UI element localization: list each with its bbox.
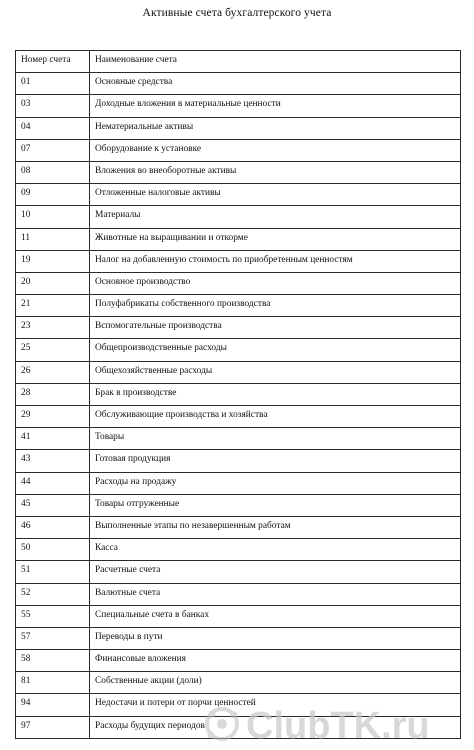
account-number: 08	[21, 165, 31, 176]
header-account-number	[16, 51, 90, 73]
account-name-cell	[90, 272, 461, 294]
account-number-cell	[16, 250, 90, 272]
header-account-name-label: Наименование счета	[95, 55, 177, 65]
accounts-table	[15, 50, 461, 739]
account-name-cell	[90, 184, 461, 206]
account-name: Полуфабрикаты собственного производства	[95, 299, 271, 310]
account-number-cell	[16, 295, 90, 317]
accounts-table-body	[16, 73, 461, 739]
account-name: Оборудование к установке	[95, 143, 202, 154]
table-row	[16, 161, 461, 183]
account-number: 25	[21, 343, 31, 354]
account-name-cell	[90, 694, 461, 716]
account-name-cell	[90, 295, 461, 317]
account-number-cell	[16, 672, 90, 694]
header-account-name	[90, 51, 461, 73]
account-name: Материалы	[95, 210, 141, 221]
accounts-sheet	[15, 50, 460, 739]
account-number: 04	[21, 121, 31, 132]
account-number: 52	[21, 587, 31, 598]
account-number: 01	[21, 77, 31, 88]
table-row	[16, 428, 461, 450]
account-number-cell	[16, 561, 90, 583]
account-name-cell	[90, 117, 461, 139]
account-name: Налог на добавленную стоимость по приобретенным ценностям	[95, 254, 353, 265]
account-number-cell	[16, 494, 90, 516]
account-number: 57	[21, 631, 31, 642]
table-row	[16, 472, 461, 494]
table-row	[16, 494, 461, 516]
account-name: Основное производство	[95, 276, 191, 287]
account-name: Собственные акции (доли)	[95, 676, 202, 687]
account-name-cell	[90, 450, 461, 472]
account-number: 09	[21, 188, 31, 199]
table-row	[16, 206, 461, 228]
account-name-cell	[90, 228, 461, 250]
account-number: 81	[21, 676, 31, 687]
table-row	[16, 228, 461, 250]
account-name: Валютные счета	[95, 587, 161, 598]
account-number: 07	[21, 143, 31, 154]
account-name-cell	[90, 650, 461, 672]
account-number-cell	[16, 228, 90, 250]
account-name-cell	[90, 95, 461, 117]
table-row	[16, 361, 461, 383]
account-name: Доходные вложения в материальные ценности	[95, 99, 281, 110]
account-name-cell	[90, 539, 461, 561]
account-number: 11	[21, 232, 31, 243]
account-name: Специальные счета в банках	[95, 609, 210, 620]
account-number-cell	[16, 516, 90, 538]
account-name: Вспомогательные производства	[95, 321, 222, 332]
table-row	[16, 95, 461, 117]
account-name-cell	[90, 494, 461, 516]
table-row	[16, 694, 461, 716]
account-number: 51	[21, 565, 31, 576]
account-name: Животные на выращивании и откорме	[95, 232, 248, 243]
account-name-cell	[90, 716, 461, 738]
account-name-cell	[90, 139, 461, 161]
account-number-cell	[16, 605, 90, 627]
account-name-cell	[90, 627, 461, 649]
account-number-cell	[16, 339, 90, 361]
account-number: 29	[21, 410, 31, 420]
account-number: 58	[21, 654, 31, 665]
account-number: 97	[21, 720, 31, 731]
account-name: Расходы на продажу	[95, 476, 177, 487]
page-title: Активные счета бухгалтерского учета	[142, 7, 332, 19]
account-number-cell	[16, 583, 90, 605]
table-row	[16, 450, 461, 472]
account-number: 50	[21, 543, 31, 554]
account-name: Основные средства	[95, 77, 173, 88]
account-number-cell	[16, 95, 90, 117]
account-name: Брак в производстве	[95, 387, 177, 398]
account-name: Вложения во внеоборотные активы	[95, 165, 237, 176]
account-name: Общепроизводственные расходы	[95, 343, 227, 354]
account-name-cell	[90, 383, 461, 405]
account-number-cell	[16, 73, 90, 95]
account-name: Переводы в пути	[95, 631, 163, 642]
account-number: 94	[21, 698, 31, 709]
table-row	[16, 605, 461, 627]
account-name-cell	[90, 583, 461, 605]
table-row	[16, 383, 461, 405]
account-name-cell	[90, 516, 461, 538]
table-row	[16, 250, 461, 272]
account-number-cell	[16, 139, 90, 161]
account-name: Выполненные этапы по незавершенным работам	[95, 520, 291, 531]
table-row	[16, 516, 461, 538]
table-row	[16, 716, 461, 738]
account-number-cell	[16, 650, 90, 672]
account-number-cell	[16, 716, 90, 738]
account-name: Готовая продукция	[95, 454, 171, 465]
account-name-cell	[90, 73, 461, 95]
account-number-cell	[16, 272, 90, 294]
account-name: Недостачи и потери от порчи ценностей	[95, 698, 256, 709]
account-name-cell	[90, 317, 461, 339]
account-name: Обслуживающие производства и хозяйства	[95, 410, 268, 420]
account-name-cell	[90, 250, 461, 272]
account-number-cell	[16, 184, 90, 206]
account-number: 55	[21, 609, 31, 620]
account-name-cell	[90, 428, 461, 450]
account-name: Нематериальные активы	[95, 121, 194, 132]
account-name-cell	[90, 672, 461, 694]
account-number-cell	[16, 117, 90, 139]
account-number: 20	[21, 276, 31, 287]
account-number-cell	[16, 206, 90, 228]
account-number: 46	[21, 520, 31, 531]
table-row	[16, 406, 461, 428]
table-row	[16, 650, 461, 672]
table-row	[16, 272, 461, 294]
account-name: Общехозяйственные расходы	[95, 365, 213, 376]
account-name-cell	[90, 561, 461, 583]
table-row	[16, 317, 461, 339]
account-name-cell	[90, 206, 461, 228]
account-number-cell	[16, 450, 90, 472]
table-row	[16, 73, 461, 95]
account-number: 43	[21, 454, 31, 465]
account-number: 23	[21, 321, 31, 332]
account-name-cell	[90, 161, 461, 183]
account-number: 45	[21, 498, 31, 509]
account-name: Товары отгруженные	[95, 498, 180, 509]
account-number-cell	[16, 694, 90, 716]
account-number-cell	[16, 428, 90, 450]
table-row	[16, 117, 461, 139]
account-number: 10	[21, 210, 31, 221]
account-number-cell	[16, 472, 90, 494]
account-name: Отложенные налоговые активы	[95, 188, 221, 199]
table-row	[16, 672, 461, 694]
account-name-cell	[90, 361, 461, 383]
watermark-text: ClubTK.ru	[246, 705, 430, 746]
account-name: Финансовые вложения	[95, 654, 186, 665]
account-number-cell	[16, 361, 90, 383]
table-row	[16, 583, 461, 605]
account-number-cell	[16, 317, 90, 339]
account-name: Касса	[95, 543, 118, 554]
table-row	[16, 339, 461, 361]
account-number: 03	[21, 99, 31, 110]
account-name-cell	[90, 472, 461, 494]
account-name: Расчетные счета	[95, 565, 161, 576]
account-number-cell	[16, 383, 90, 405]
account-number-cell	[16, 406, 90, 428]
account-number: 28	[21, 387, 31, 398]
account-number: 41	[21, 432, 31, 443]
account-name-cell	[90, 406, 461, 428]
account-name-cell	[90, 339, 461, 361]
table-header-row	[16, 51, 461, 73]
account-number: 26	[21, 365, 31, 376]
account-number: 21	[21, 299, 31, 310]
table-row	[16, 139, 461, 161]
account-name-cell	[90, 605, 461, 627]
table-row	[16, 627, 461, 649]
account-number-cell	[16, 627, 90, 649]
account-name: Товары	[95, 432, 125, 443]
account-number-cell	[16, 539, 90, 561]
table-row	[16, 561, 461, 583]
account-number: 19	[21, 254, 31, 265]
account-number: 44	[21, 476, 31, 487]
table-row	[16, 539, 461, 561]
header-account-number-label: Номер счета	[21, 55, 71, 65]
table-row	[16, 295, 461, 317]
table-row	[16, 184, 461, 206]
account-name: Расходы будущих периодов	[95, 720, 205, 731]
account-number-cell	[16, 161, 90, 183]
